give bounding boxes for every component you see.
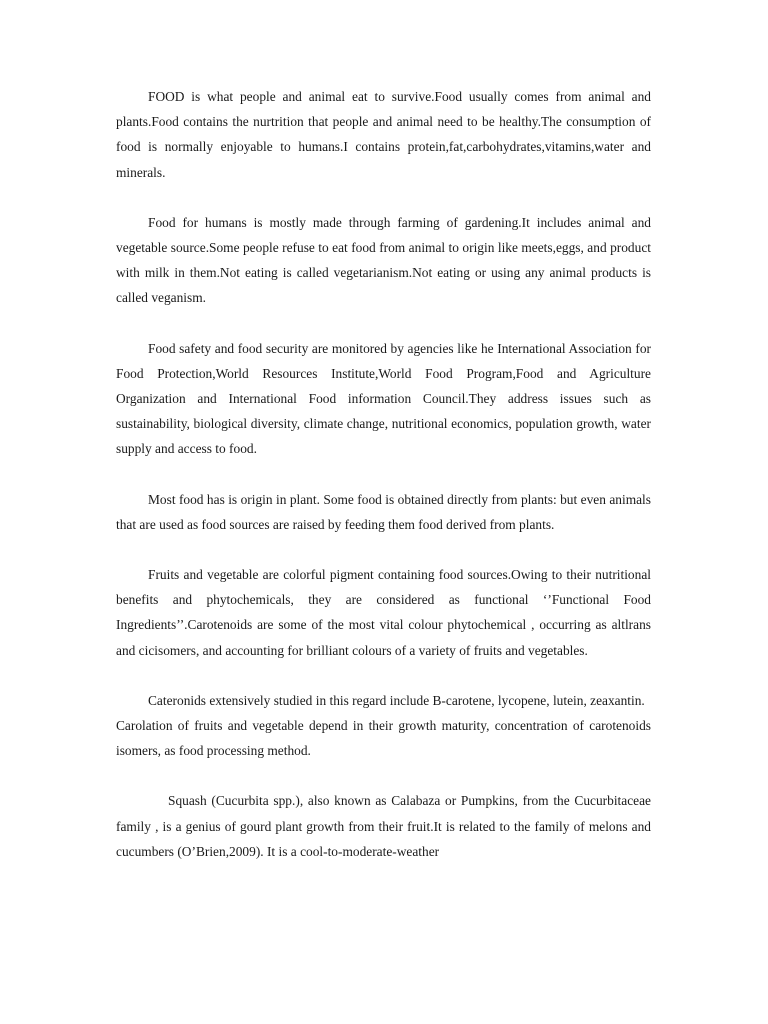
paragraph-fruits-vegetables: Fruits and vegetable are colorful pigment containing food sources.Owing to their nutritional benefits and phytochemicals, they are considered as functional ‘’Functional Food Ingredients’’.Carotenoids are some of the most vital colour phytochemical , occurring as altlrans and cicisomers, and accounting for brilliant colours of a variety of fruits and vegetables. <box>116 567 651 658</box>
paragraph-plant-origin: Most food has is origin in plant. Some food is obtained directly from plants: but even animals that are used as food sources are raised by feeding them food derived from plants. <box>116 491 651 532</box>
paragraph-food-safety: Food safety and food security are monitored by agencies like he International Association for Food Protection,World Resources Institute,World Food Program,Food and Agriculture Organization and International Food information Council.They address issues such as sustainability, biological diversity, climate change, nutritional economics, population growth, water supply and access to food. <box>116 340 651 457</box>
paragraph-food-definition: FOOD is what people and animal eat to survive.Food usually comes from animal and plants.Food contains the nurtrition that people and animal need to be healthy.The consumption of food is normally enjoyable to humans.I contains protein,fat,carbohydrates,vitamins,water and minerals. <box>116 89 651 180</box>
paragraph-squash: Squash (Cucurbita spp.), also known as Calabaza or Pumpkins, from the Cucurbitaceae family , is a genius of gourd plant growth from their fruit.It is related to the family of melons and cucumbers (O’Brien,2009). It is a cool-to-moderate-weather <box>116 793 651 859</box>
paragraph-carotenoids: Cateronids extensively studied in this regard include B-carotene, lycopene, lutein, zeaxantin. <box>148 692 645 708</box>
document-body <box>116 84 651 889</box>
paragraph-carolation: Carolation of fruits and vegetable depend in their growth maturity, concentration of carotenoids isomers, as food processing method. <box>116 718 651 759</box>
paragraph-food-farming: Food for humans is mostly made through farming of gardening.It includes animal and vegetable source.Some people refuse to eat food from animal to origin like meets,eggs, and product with milk in them.Not eating is called vegetarianism.Not eating or using any animal products is called veganism. <box>116 214 651 306</box>
